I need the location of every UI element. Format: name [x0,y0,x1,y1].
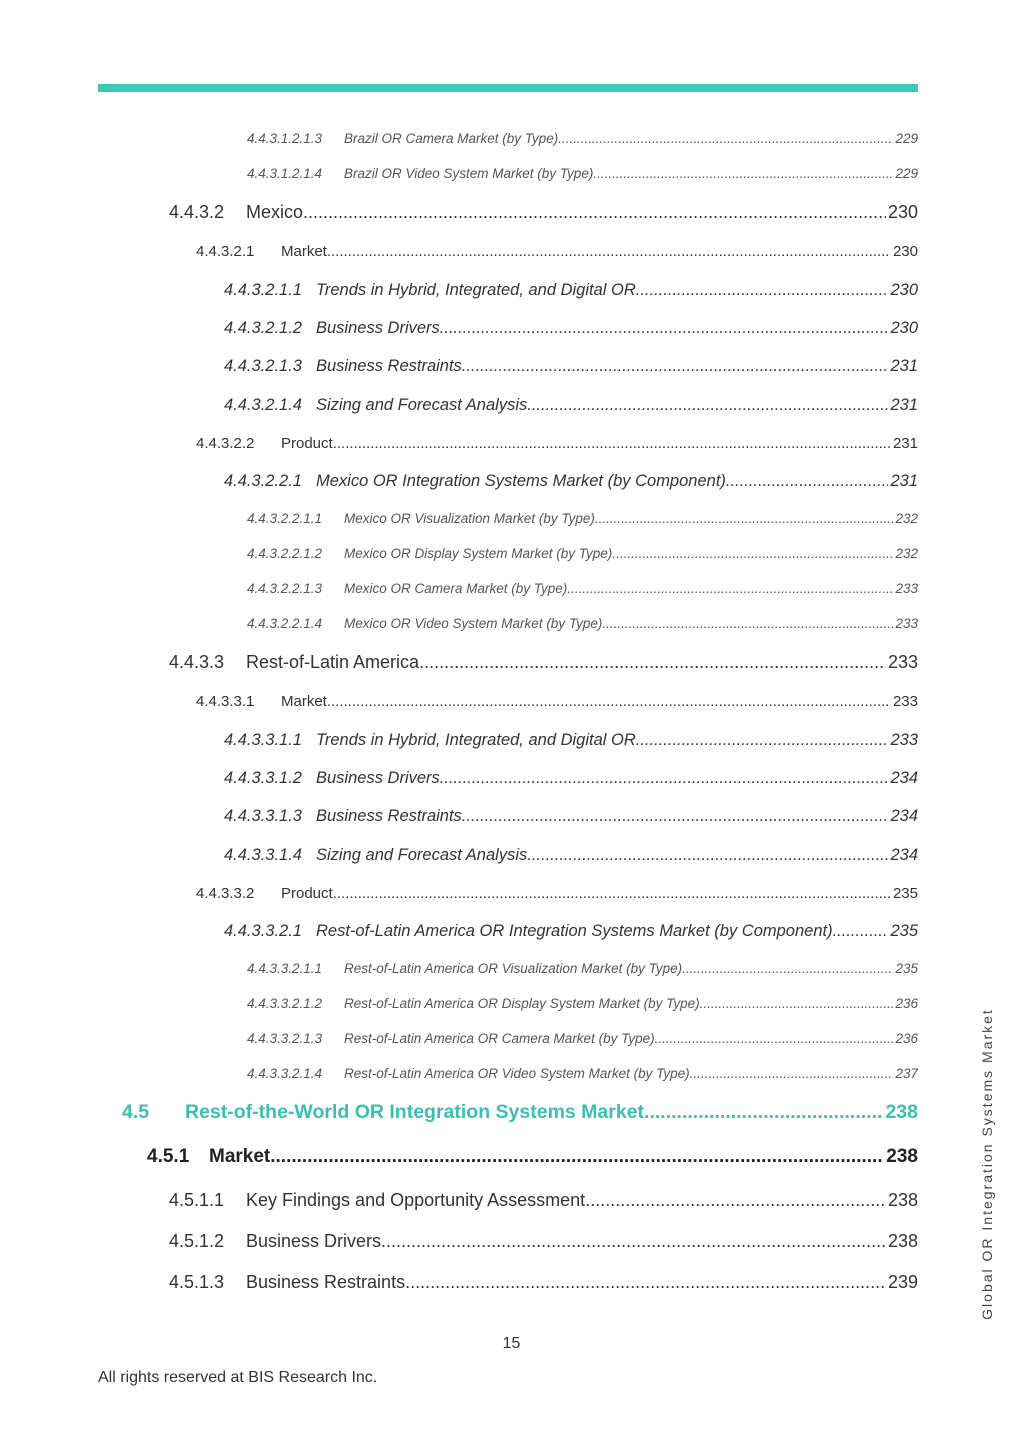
toc-entry[interactable] [247,166,918,181]
toc-number: 4.4.3.3.1.2 [224,769,302,787]
toc-page: 234 [890,846,918,864]
toc-leader [558,131,893,146]
toc-title: Mexico OR Visualization Market (by Type) [344,511,595,526]
toc-page: 234 [890,807,918,825]
toc-page: 239 [887,1272,918,1292]
toc-leader [655,1031,894,1046]
toc-number: 4.4.3.3.2 [196,885,255,902]
toc-page: 238 [885,1101,918,1123]
toc-leader [440,769,889,788]
toc-page: 232 [895,546,918,561]
page-number: 15 [502,1335,521,1352]
toc-leader [462,807,889,826]
toc-entry[interactable] [247,961,918,976]
toc-entry[interactable] [224,281,918,300]
toc-entry[interactable] [169,1190,918,1211]
toc-number: 4.4.3.3.2.1 [224,922,302,940]
toc-leader [405,1272,886,1293]
toc-title: Business Restraints [316,807,462,825]
toc-page: 233 [890,731,918,749]
toc-title: Business Drivers [316,769,440,787]
toc-entry[interactable] [169,1231,918,1252]
toc-entry[interactable] [224,472,918,491]
toc-entry[interactable] [122,1101,918,1124]
toc-title: Business Restraints [246,1272,406,1292]
toc-leader [303,202,886,223]
toc-number: 4.4.3.2.2 [196,435,255,452]
toc-number: 4.4.3.2.1.4 [224,396,302,414]
toc-entry[interactable] [247,996,918,1011]
toc-leader [602,616,893,631]
toc-page: 235 [895,961,918,976]
toc-number: 4.4.3.3.2.1.1 [247,961,323,976]
toc-page: 236 [895,996,918,1011]
header-rule [98,84,918,92]
toc-entry[interactable] [247,616,918,631]
toc-entry[interactable] [196,435,918,452]
toc-leader [726,472,889,491]
toc-number: 4.4.3.3.1 [196,693,255,710]
toc-entry[interactable] [247,1031,918,1046]
toc-entry[interactable] [247,1066,918,1081]
toc-number: 4.4.3.2.2.1.4 [247,616,323,631]
toc-number: 4.5.1.3 [169,1272,225,1292]
toc-number: 4.4.3.3.1.1 [224,731,302,749]
toc-entry[interactable] [147,1146,918,1168]
toc-number: 4.4.3.2.1.1 [224,281,302,299]
toc-title: Rest-of-Latin America OR Integration Systems Market (by Component) [316,922,833,940]
toc-page: 229 [895,166,918,181]
toc-leader [440,319,889,338]
toc-page: 235 [892,885,918,902]
toc-title: Market [209,1146,271,1167]
toc-number: 4.4.3.2.1 [196,243,255,260]
toc-page: 229 [895,131,918,146]
toc-entry[interactable] [169,1272,918,1293]
toc-number: 4.4.3.3.1.3 [224,807,302,825]
toc-title: Rest-of-Latin America OR Display System Market (by Type) [344,996,700,1011]
toc-number: 4.4.3.1.2.1.3 [247,131,323,146]
toc-number: 4.4.3.3.1.4 [224,846,302,864]
toc-entry[interactable] [224,846,918,865]
toc-title: Product [281,885,333,902]
toc-page: 233 [895,616,918,631]
toc-number: 4.4.3.1.2.1.4 [247,166,323,181]
toc-entry[interactable] [247,511,918,526]
toc-entry[interactable] [224,319,918,338]
toc-title: Market [281,693,327,710]
toc-title: Brazil OR Video System Market (by Type) [344,166,594,181]
toc-leader [593,166,893,181]
toc-title: Trends in Hybrid, Integrated, and Digital OR [316,731,636,749]
toc-number: 4.4.3.2.2.1 [224,472,302,490]
toc-title: Business Drivers [246,1231,382,1251]
toc-entry[interactable] [247,546,918,561]
toc-leader [381,1231,886,1252]
toc-title: Mexico OR Display System Market (by Type) [344,546,613,561]
toc-leader [327,243,891,260]
toc-title: Rest-of-Latin America OR Camera Market (by Type) [344,1031,655,1046]
toc-page: 231 [892,435,918,452]
toc-leader [636,731,889,750]
toc-title: Mexico OR Camera Market (by Type) [344,581,568,596]
toc-leader [527,846,888,865]
side-running-title-text: Global OR Integration Systems Market [979,1008,995,1320]
toc-page: 230 [887,202,918,222]
toc-leader [833,922,889,941]
toc-title: Business Restraints [316,357,462,375]
toc-page: 237 [895,1066,918,1081]
toc-entry[interactable] [196,885,918,902]
toc-number: 4.5.1.2 [169,1231,225,1251]
toc-page: 233 [892,693,918,710]
toc-leader [700,996,894,1011]
toc-entry[interactable] [224,807,918,826]
toc-leader [462,357,889,376]
toc-title: Mexico OR Video System Market (by Type) [344,616,603,631]
toc-title: Rest-of-Latin America OR Video System Market (by Type) [344,1066,690,1081]
toc-title: Business Drivers [316,319,440,337]
toc-page: 231 [890,357,918,375]
toc-title: Market [281,243,327,260]
toc-page: 230 [890,319,918,337]
toc-number: 4.4.3.2.2.1.1 [247,511,323,526]
toc-leader [644,1101,883,1124]
toc-page: 236 [895,1031,918,1046]
toc-entry[interactable] [169,202,918,223]
toc-number: 4.4.3.3.2.1.2 [247,996,323,1011]
toc-leader [612,546,893,561]
toc-title: Rest-of-the-World OR Integration Systems Market [185,1101,645,1123]
toc-leader [585,1190,886,1211]
toc-entry[interactable] [247,581,918,596]
toc-page: 232 [895,511,918,526]
toc-leader [682,961,893,976]
toc-number: 4.4.3.2.2.1.2 [247,546,323,561]
toc-page: 233 [895,581,918,596]
toc-leader [595,511,894,526]
toc-number: 4.4.3.3.2.1.4 [247,1066,323,1081]
footer-copyright: All rights reserved at BIS Research Inc. [98,1369,378,1386]
toc-page: 238 [887,1231,918,1251]
toc-leader [527,396,888,415]
toc-number: 4.4.3.3 [169,652,225,672]
toc-title: Trends in Hybrid, Integrated, and Digital OR [316,281,636,299]
toc-entry[interactable] [224,731,918,750]
toc-page: 235 [890,922,918,940]
toc-page: 234 [890,769,918,787]
toc-page: 238 [886,1146,918,1167]
toc-title: Rest-of-Latin America [246,652,420,672]
toc-page: 230 [890,281,918,299]
toc-entry[interactable] [224,922,918,941]
toc-title: Mexico OR Integration Systems Market (by Component) [316,472,726,490]
toc-title: Rest-of-Latin America OR Visualization Market (by Type) [344,961,683,976]
toc-leader [690,1066,894,1081]
toc-title: Sizing and Forecast Analysis [316,846,528,864]
toc-page: 230 [892,243,918,260]
toc-page: 238 [887,1190,918,1210]
toc-entry[interactable] [224,396,918,415]
toc-page: 231 [890,472,918,490]
toc-title: Key Findings and Opportunity Assessment [246,1190,586,1210]
toc-number: 4.4.3.3.2.1.3 [247,1031,323,1046]
side-running-title [975,1003,999,1325]
toc-page: 231 [890,396,918,414]
toc-entry[interactable] [224,357,918,376]
toc-page: 233 [887,652,918,672]
toc-entry[interactable] [196,243,918,260]
toc-number: 4.4.3.2.2.1.3 [247,581,323,596]
toc-title: Sizing and Forecast Analysis [316,396,528,414]
toc-entry[interactable] [247,131,918,146]
toc-title: Product [281,435,333,452]
toc-leader [419,652,886,673]
toc-leader [567,581,893,596]
toc-title: Brazil OR Camera Market (by Type) [344,131,559,146]
toc-entry[interactable] [196,693,918,710]
toc-leader [636,281,889,300]
toc-entry[interactable] [169,652,918,673]
toc-number: 4.5.1 [147,1146,190,1167]
toc-entry[interactable] [224,769,918,788]
toc-number: 4.4.3.2.1.3 [224,357,302,375]
toc-number: 4.5 [122,1101,150,1123]
toc-number: 4.4.3.2.1.2 [224,319,302,337]
toc-number: 4.5.1.1 [169,1190,225,1210]
toc-leader [327,693,891,710]
toc-leader [270,1146,884,1168]
toc-title: Mexico [246,202,304,222]
toc-number: 4.4.3.2 [169,202,225,222]
toc-leader [333,435,891,452]
toc-leader [333,885,891,902]
